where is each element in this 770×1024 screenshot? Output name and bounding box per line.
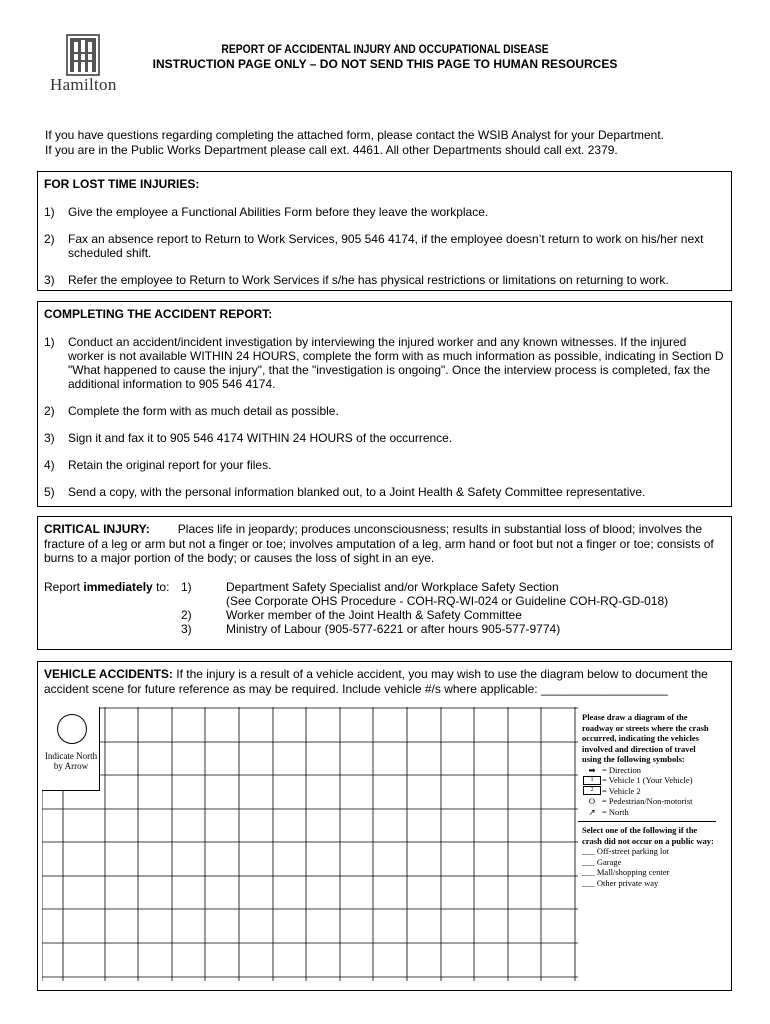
critical-injury-text: Places life in jeopardy; produces unconsciousness; results in substantial loss of blood; involves the fracture of a leg or arm but not a finger or toe; involves amputation of a leg, arm hand or foot but not a finger or toe; consists of burns to a major portion of the body; or causes the loss of sight in an eye. <box>44 522 714 565</box>
location-option[interactable]: ___ Off-street parking lot <box>582 846 669 856</box>
document-title: REPORT OF ACCIDENTAL INJURY AND OCCUPATIONAL DISEASE <box>221 44 549 56</box>
north-indicator-box[interactable] <box>42 707 100 791</box>
item-text: Conduct an accident/incident investigation by interviewing the injured worker and any known witnesses. If the injured worker is not available WITHIN 24 HOURS, complete the form with as much information as possible, indicating in Section D "What happened to cause the injury", that the "investigation is ongoing". Once the interview process is completed, fax the additional information to 905 546 4174. <box>68 335 724 391</box>
list-item <box>44 205 725 219</box>
list-item <box>44 404 725 418</box>
item-number <box>181 594 226 608</box>
critical-injury-definition <box>44 522 725 566</box>
select-title: Select one of the following if the crash did not occur on a public way: <box>582 825 714 846</box>
intro-line-1: If you have questions regarding completing the attached form, please contact the WSIB Analyst for your Department. <box>45 128 665 142</box>
list-item <box>181 608 725 622</box>
list-item <box>181 580 725 594</box>
list-item <box>181 622 725 636</box>
report-bold: immediately <box>83 579 153 594</box>
logo-wordmark: Hamilton <box>50 75 117 94</box>
legend-symbol <box>582 807 716 818</box>
legend-symbol-label: = Direction <box>602 764 642 775</box>
critical-injury-label: CRITICAL INJURY: <box>44 522 150 536</box>
legend-symbol-label: = North <box>602 806 629 817</box>
item-text: Give the employee a Functional Abilities Form before they leave the workplace. <box>68 205 489 219</box>
report-to-list <box>44 580 725 636</box>
location-option[interactable]: ___ Mall/shopping center <box>582 867 670 877</box>
legend-symbol <box>582 796 716 807</box>
item-text: Retain the original report for your files. <box>68 458 272 472</box>
vehicle-accidents-text <box>44 667 725 696</box>
item-text: Refer the employee to Return to Work Services if s/he has physical restrictions or limitations on returning to work. <box>68 273 669 287</box>
item-number: 2) <box>44 232 55 246</box>
vehicle-accidents-label: VEHICLE ACCIDENTS: <box>44 667 173 681</box>
item-text: Ministry of Labour (905-577-6221 or after hours 905-577-9774) <box>226 621 561 636</box>
vehicle-1-icon: 1 <box>583 776 601 785</box>
list-item <box>44 232 725 260</box>
legend-title: Please draw a diagram of the roadway or streets where the crash occurred, indicating the vehicles involved and direction of travel using the following symbols: <box>582 712 709 764</box>
legend-symbol-label: = Vehicle 2 <box>602 785 641 796</box>
item-number: 1) <box>44 205 55 219</box>
accident-report-heading: COMPLETING THE ACCIDENT REPORT: <box>44 307 273 321</box>
item-text: Worker member of the Joint Health & Safety Committee <box>226 607 522 622</box>
diagram-grid-lines <box>42 707 578 981</box>
list-item <box>44 273 725 287</box>
item-number: 4) <box>44 458 55 472</box>
list-item <box>44 485 725 499</box>
north-icon: ↗ <box>588 806 596 817</box>
report-label <box>44 580 181 636</box>
legend-symbol-label: = Vehicle 1 (Your Vehicle) <box>602 775 693 785</box>
item-text: Department Safety Specialist and/or Workplace Safety Section <box>226 579 559 594</box>
item-number: 3) <box>181 621 192 636</box>
item-text: (See Corporate OHS Procedure - COH-RQ-WI-024 or Guideline COH-RQ-GD-018) <box>226 593 669 608</box>
arrow-icon: ➡ <box>588 764 596 775</box>
item-text: Sign it and fax it to 905 546 4174 WITHIN 24 HOURS of the occurrence. <box>68 431 453 445</box>
diagram-legend <box>578 707 718 981</box>
pedestrian-icon: O <box>588 796 596 806</box>
north-compass-circle[interactable] <box>57 714 87 744</box>
report-suffix: to: <box>152 579 170 594</box>
legend-symbol-label: = Pedestrian/Non-motorist <box>602 796 693 806</box>
item-text: Complete the form with as much detail as possible. <box>68 404 339 418</box>
legend-divider <box>578 821 716 822</box>
intro-line-2: If you are in the Public Works Department please call ext. 4461. All other Departments should call ext. 2379. <box>45 142 618 157</box>
item-text: Send a copy, with the personal information blanked out, to a Joint Health & Safety Committee representative. <box>68 485 646 499</box>
item-number: 3) <box>44 431 55 445</box>
legend-symbol <box>582 765 716 776</box>
legend-symbol <box>582 786 716 797</box>
document-subtitle: INSTRUCTION PAGE ONLY – DO NOT SEND THIS PAGE TO HUMAN RESOURCES <box>152 57 618 71</box>
legend-symbol <box>582 775 716 786</box>
vehicle-2-icon: 2 <box>583 786 601 795</box>
location-option[interactable]: ___ Garage <box>582 856 622 867</box>
lost-time-section <box>37 171 732 291</box>
north-indicator-label: Indicate North by Arrow <box>44 751 98 771</box>
item-number: 3) <box>44 273 55 287</box>
item-text: Fax an absence report to Return to Work Services, 905 546 4174, if the employee doesn’t return to work on his/her next scheduled shift. <box>68 232 704 260</box>
item-number: 1) <box>181 579 192 594</box>
item-number: 5) <box>44 485 55 499</box>
lost-time-heading: FOR LOST TIME INJURIES: <box>44 177 200 191</box>
critical-injury-section <box>37 516 732 650</box>
accident-report-section <box>37 301 732 507</box>
list-item <box>44 335 725 391</box>
intro-text <box>45 128 745 157</box>
accident-diagram-grid[interactable] <box>42 707 716 981</box>
item-number: 2) <box>181 607 192 622</box>
vehicle-accidents-body: If the injury is a result of a vehicle accident, you may wish to use the diagram below to document the accident scene for future reference as may be required. Include vehicle #/s where applicable: ___________________ <box>44 667 708 696</box>
item-number: 2) <box>44 404 55 418</box>
list-item <box>181 594 725 608</box>
report-prefix: Report <box>44 579 84 594</box>
item-number: 1) <box>44 335 55 349</box>
location-option[interactable]: ___ Other private way <box>582 877 659 888</box>
list-item <box>44 458 725 472</box>
list-item <box>44 431 725 445</box>
